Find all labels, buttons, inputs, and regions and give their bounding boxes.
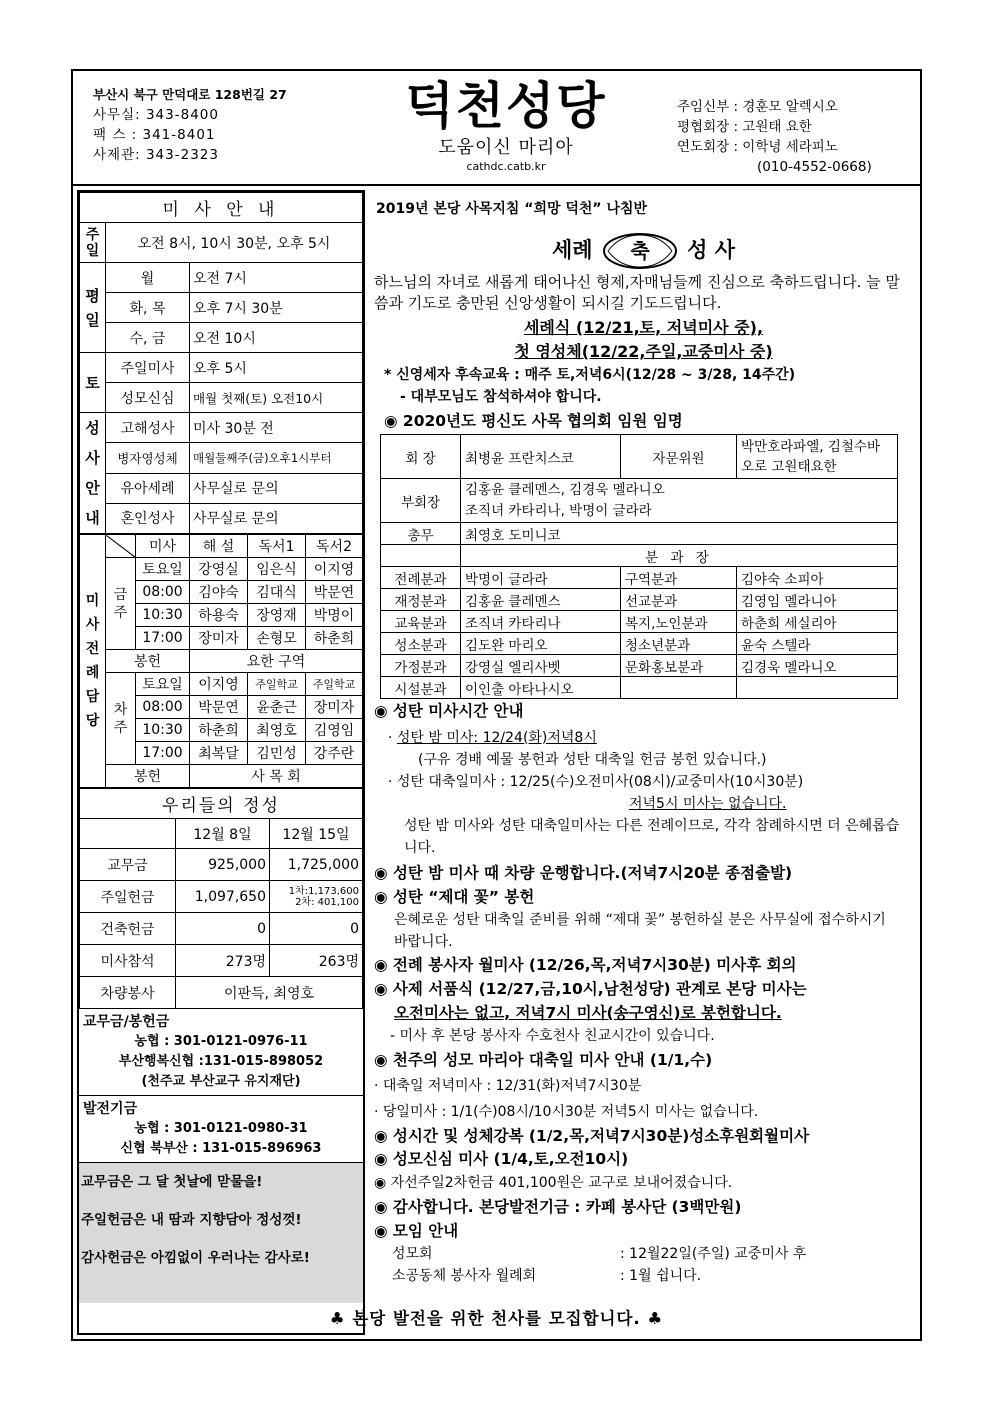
account-line: 부산행복신협 :131-015-898052 bbox=[118, 1054, 324, 1069]
account-line: 신협 북부산 : 131-015-896963 bbox=[120, 1141, 322, 1156]
duty-cell: 김영임 bbox=[306, 719, 363, 742]
division-head: 김경욱 멜라니오 bbox=[737, 655, 898, 677]
division-head: 하춘희 세실리아 bbox=[737, 611, 898, 633]
sunday-label: 주일 bbox=[80, 223, 106, 263]
division-name: 청소년분과 bbox=[621, 633, 737, 655]
offering-value: 0 bbox=[270, 913, 363, 945]
duty-cell: 08:00 bbox=[136, 581, 190, 604]
vp-line: 김홍윤 클레멘스, 김경욱 멜라니오 bbox=[465, 481, 665, 498]
xmas-text: 성탄 밤 미사와 성탄 대축일미사는 다른 전례이므로, 각각 참례하시면 더 은혜롭습니다. bbox=[404, 818, 900, 856]
account-line: 농협 : 301-0121-0976-11 bbox=[134, 1034, 308, 1049]
ordination-note: - 미사 후 본당 봉사자 수호천사 친교시간이 있습니다. bbox=[390, 1028, 715, 1044]
baptism-text: 하느님의 자녀로 새롭게 태어나신 형제,자매님들께 진심으로 축하드립니다. 늘 말씀과 기도로 충만된 신앙생활이 되시길 기도드립니다. bbox=[374, 273, 900, 312]
slogan-box bbox=[79, 1163, 363, 1303]
saturday-label: 토 bbox=[80, 353, 106, 413]
duty-cell: 박명이 bbox=[306, 604, 363, 627]
bulletin-frame bbox=[71, 69, 922, 1341]
baptism-date: 세례식 (12/21,토, 저녁미사 중), bbox=[523, 318, 764, 337]
baptism-title-b: 성 사 bbox=[687, 238, 736, 262]
parish-title-block bbox=[391, 75, 621, 175]
col-commentary: 해 설 bbox=[190, 535, 248, 558]
division-head: 조직녀 카타리나 bbox=[461, 611, 621, 633]
seal-char: 축 bbox=[630, 239, 650, 263]
xmas-eve: · 성탄 밤 미사: 12/24(화)저녁8시 bbox=[388, 730, 597, 746]
duty-cell: 김민성 bbox=[248, 742, 306, 765]
duty-cell: 김대식 bbox=[248, 581, 306, 604]
duty-cell: 주일학교 bbox=[248, 673, 306, 696]
account-development bbox=[79, 1096, 363, 1163]
duty-cell: 하용숙 bbox=[190, 604, 248, 627]
sacrament-name: 혼인성사 bbox=[106, 503, 190, 533]
mary-devotion: ◉ 성모신심 미사 (1/4,토,오전10시) bbox=[374, 1150, 629, 1168]
weekday-day: 화, 목 bbox=[106, 293, 190, 323]
account-line: (천주교 부산교구 유지재단) bbox=[141, 1074, 301, 1089]
vice-presidents bbox=[461, 479, 898, 523]
ordination-line2: 오전미사는 없고, 저녁7시 미사(송구영신)로 봉헌합니다. bbox=[394, 1004, 782, 1022]
role-label: 총무 bbox=[381, 523, 461, 545]
account-offering bbox=[79, 1009, 363, 1096]
rectory-phone: 사제관: 343-2323 bbox=[93, 147, 219, 163]
division-head: 윤숙 스텔라 bbox=[737, 633, 898, 655]
bus-notice: ◉ 성탄 밤 미사 때 차량 운행합니다.(저녁7시20분 종점출발) bbox=[374, 864, 793, 882]
motto-text: 2019년 본당 사목지침 “희망 덕천” 나침반 bbox=[376, 201, 648, 217]
duty-cell: 장미자 bbox=[306, 696, 363, 719]
division-name: 문화홍보분과 bbox=[621, 655, 737, 677]
meeting-info: : 1월 쉽니다. bbox=[620, 1268, 702, 1284]
duty-cell: 박문연 bbox=[306, 581, 363, 604]
week2-label: 차주 bbox=[106, 673, 136, 765]
mass-title: 미 사 안 내 bbox=[80, 193, 363, 223]
offer-label: 봉헌 bbox=[106, 650, 190, 673]
duty-cell: 17:00 bbox=[136, 627, 190, 650]
parish-name: 덕천성당 bbox=[405, 77, 607, 135]
first-collection: 1차:1,173,600 bbox=[288, 885, 359, 897]
duty-cell: 최복달 bbox=[190, 742, 248, 765]
weekday-time: 오후 7시 30분 bbox=[190, 293, 363, 323]
division-name: 가정분과 bbox=[381, 655, 461, 677]
mary-day: · 당일미사 : 1/1(수)08시/10시30분 저녁5시 미사는 없습니다. bbox=[374, 1104, 759, 1120]
division-head: 김도완 마리오 bbox=[461, 633, 621, 655]
col-mass: 미사 bbox=[136, 535, 190, 558]
account-line: 농협 : 301-0121-0980-31 bbox=[134, 1121, 308, 1136]
offering-value: 이판득, 최영호 bbox=[176, 977, 363, 1009]
division-head: 강영실 엘리사벳 bbox=[461, 655, 621, 677]
charity-notice: ◉ 자선주일2차헌금 401,100원은 교구로 보내어졌습니다. bbox=[374, 1175, 733, 1191]
address: 부산시 북구 만덕대로 128번길 27 bbox=[93, 87, 287, 102]
weekday-label: 평일 bbox=[80, 263, 106, 353]
division-name: 교육분과 bbox=[381, 611, 461, 633]
division-head: 김영임 멜라니아 bbox=[737, 589, 898, 611]
duty-cell: 장미자 bbox=[190, 627, 248, 650]
duty-cell: 이지영 bbox=[190, 673, 248, 696]
duty-cell: 임은식 bbox=[248, 558, 306, 581]
weekday-time: 오전 10시 bbox=[190, 323, 363, 353]
council-table bbox=[380, 434, 898, 699]
offer-group: 요한 구역 bbox=[190, 650, 363, 673]
offering-value: 0 bbox=[176, 913, 270, 945]
communion-date: 첫 영성체(12/22,주일,교중미사 중) bbox=[514, 342, 773, 361]
division-name: 선교분과 bbox=[621, 589, 737, 611]
week1-label: 금주 bbox=[106, 558, 136, 650]
education-sub: - 대부모님도 참석하셔야 합니다. bbox=[400, 389, 602, 405]
xmas-eve-note: (구유 경배 예물 봉헌과 성탄 대축일 헌금 봉헌 있습니다.) bbox=[418, 752, 767, 768]
flower-text: 은혜로운 성탄 대축일 준비를 위해 “제대 꽃” 봉헌하실 분은 사무실에 접수하시기 바랍니다. bbox=[394, 912, 886, 950]
union-president: 연도회장 : 이학녕 세라피노 bbox=[677, 139, 838, 155]
division-name: 시설분과 bbox=[381, 677, 461, 699]
division-head: 이인출 아타나시오 bbox=[461, 677, 621, 699]
notice-column bbox=[370, 190, 917, 1300]
offering-value: 1,097,650 bbox=[176, 881, 270, 913]
meeting-row bbox=[374, 1265, 917, 1287]
weekday-day: 수, 금 bbox=[106, 323, 190, 353]
adoration-notice: ◉ 성시간 및 성체강복 (1/2,목,저녁7시30분)성소후원회월미사 bbox=[374, 1127, 810, 1145]
offering-name: 건축헌금 bbox=[80, 913, 176, 945]
offering-name: 차량봉사 bbox=[80, 977, 176, 1009]
offering-value: 1,725,000 bbox=[270, 849, 363, 881]
duty-cell: 하춘희 bbox=[306, 627, 363, 650]
col-reading2: 독서2 bbox=[306, 535, 363, 558]
duty-cell: 토요일 bbox=[136, 558, 190, 581]
role-label: 자문위원 bbox=[621, 435, 737, 479]
role-label: 회 장 bbox=[381, 435, 461, 479]
meeting-row bbox=[374, 1243, 917, 1265]
duty-cell: 김야숙 bbox=[190, 581, 248, 604]
meeting-info: : 12월22일(주일) 교중미사 후 bbox=[620, 1246, 807, 1262]
left-column bbox=[77, 190, 365, 1335]
header bbox=[73, 71, 920, 186]
union-phone: (010-4552-0668) bbox=[757, 159, 872, 175]
pastor: 주임신부 : 경훈모 알렉시오 bbox=[677, 99, 838, 115]
duty-cell: 토요일 bbox=[136, 673, 190, 696]
ordination-line1: ◉ 사제 서품식 (12/27,금,10시,남천성당) 관계로 본당 미사는 bbox=[374, 980, 807, 998]
sacrament-info: 매월둘째주(금)오후1시부터 bbox=[190, 443, 363, 473]
offer-label: 봉헌 bbox=[106, 765, 190, 788]
duty-cell: 손형모 bbox=[248, 627, 306, 650]
staff-block bbox=[677, 97, 872, 177]
duty-cell: 최영호 bbox=[248, 719, 306, 742]
vp-line: 조직녀 카타리나, 박명이 글라라 bbox=[465, 502, 652, 519]
blank-cell bbox=[80, 819, 176, 849]
saturday-mass-name: 주일미사 bbox=[106, 353, 190, 383]
weekday-time: 오전 7시 bbox=[190, 263, 363, 293]
fax: 팩 스 : 341-8401 bbox=[93, 127, 216, 143]
contact-block bbox=[93, 85, 287, 165]
sacrament-info: 사무실로 문의 bbox=[190, 503, 363, 533]
saturday-mass-time: 매월 첫째(토) 오전10시 bbox=[190, 383, 363, 413]
parish-patron: 도움이신 마리아 bbox=[438, 137, 574, 158]
parish-url[interactable]: cathdc.catb.kr bbox=[466, 160, 546, 173]
duty-cell: 강영실 bbox=[190, 558, 248, 581]
saturday-mass-name: 성모신심 bbox=[106, 383, 190, 413]
sacrament-info: 미사 30분 전 bbox=[190, 413, 363, 443]
mass-schedule-table bbox=[79, 192, 363, 534]
slogan: 주일헌금은 내 땀과 지향담아 정성껏! bbox=[81, 1212, 302, 1228]
thanks-notice: ◉ 감사합니다. 본당발전기금 : 카페 봉사단 (3백만원) bbox=[374, 1198, 742, 1216]
xmas-day-text: 성탄 대축일미사 : 12/25(수)오전미사(08시)/교중미사(10시30분) bbox=[396, 774, 804, 790]
slogan: 감사헌금은 아낌없이 우러나는 감사로! bbox=[81, 1250, 310, 1266]
division-head: 김홍윤 클레멘스 bbox=[461, 589, 621, 611]
account-title: 발전기금 bbox=[83, 1101, 138, 1117]
saturday-mass-time: 오후 5시 bbox=[190, 353, 363, 383]
weekday-day: 월 bbox=[106, 263, 190, 293]
duty-cell: 10:30 bbox=[136, 719, 190, 742]
education-notice: * 신영세자 후속교육 : 매주 토,저녁6시(12/28 ~ 3/28, 14주간) bbox=[384, 367, 796, 383]
offering-value: 925,000 bbox=[176, 849, 270, 881]
xmas-day-note: 저녁5시 미사는 없습니다. bbox=[629, 796, 787, 812]
baptism-heading bbox=[370, 230, 917, 270]
offering-name: 교무금 bbox=[80, 849, 176, 881]
xmas-day: · 성탄 대축일미사 : 12/25(수)오전미사(08시)/교중미사(10시30분) bbox=[388, 774, 804, 790]
offering-date: 12월 8일 bbox=[176, 819, 270, 849]
division-name: 구역분과 bbox=[621, 567, 737, 589]
sacrament-name: 고해성사 bbox=[106, 413, 190, 443]
baptism-title: 세례 bbox=[551, 238, 593, 262]
duty-cell: 17:00 bbox=[136, 742, 190, 765]
offering-value-split bbox=[270, 881, 363, 913]
blank-cell bbox=[381, 545, 461, 567]
role-label: 부회장 bbox=[381, 479, 461, 523]
offering-title: 우리들의 정성 bbox=[80, 789, 363, 819]
offer-group: 사 목 회 bbox=[190, 765, 363, 788]
duty-cell: 강주란 bbox=[306, 742, 363, 765]
offering-value: 273명 bbox=[176, 945, 270, 977]
duty-cell: 윤춘근 bbox=[248, 696, 306, 719]
duty-cell: 08:00 bbox=[136, 696, 190, 719]
duty-cell: 주일학교 bbox=[306, 673, 363, 696]
duty-cell: 10:30 bbox=[136, 604, 190, 627]
offering-table bbox=[79, 788, 363, 1009]
meeting-name: 소공동체 봉사자 월례회 bbox=[392, 1268, 537, 1284]
role-name: 최병윤 프란치스코 bbox=[461, 435, 621, 479]
duty-cell: 하춘희 bbox=[190, 719, 248, 742]
council-president: 평협회장 : 고원태 요한 bbox=[677, 119, 812, 135]
role-name: 박만호라파엘, 김철수바오로 고원태요한 bbox=[737, 435, 898, 479]
notices-body bbox=[370, 699, 917, 1287]
xmas-title: ◉ 성탄 미사시간 안내 bbox=[374, 702, 524, 720]
division-head: 김야숙 소피아 bbox=[737, 567, 898, 589]
offering-name: 미사참석 bbox=[80, 945, 176, 977]
division-name: 성소분과 bbox=[381, 633, 461, 655]
role-name: 최영호 도미니코 bbox=[461, 523, 898, 545]
meeting-name: 성모회 bbox=[392, 1246, 433, 1262]
offering-value: 263명 bbox=[270, 945, 363, 977]
office-phone: 사무실: 343-8400 bbox=[93, 107, 219, 123]
duty-side-label: 미사전례담당 bbox=[80, 535, 106, 788]
col-reading1: 독서1 bbox=[248, 535, 306, 558]
division-name: 복지,노인분과 bbox=[621, 611, 737, 633]
duty-cell: 이지영 bbox=[306, 558, 363, 581]
second-collection: 2차: 401,100 bbox=[295, 896, 359, 908]
sacrament-name: 유아세례 bbox=[106, 473, 190, 503]
mary-eve: · 대축일 저녁미사 : 12/31(화)저녁7시30분 bbox=[374, 1078, 642, 1094]
liturgy-duty-table bbox=[79, 534, 363, 788]
division-header: 분 과 장 bbox=[461, 545, 898, 567]
xmas-eve-text: 성탄 밤 미사: 12/24(화)저녁8시 bbox=[396, 730, 597, 746]
duty-cell: 박문연 bbox=[190, 696, 248, 719]
division-head bbox=[737, 677, 898, 699]
flower-title: ◉ 성탄 “제대 꽃” 봉헌 bbox=[374, 888, 535, 906]
sacrament-label: 성사안내 bbox=[80, 413, 106, 534]
division-name: 재정분과 bbox=[381, 589, 461, 611]
offering-date: 12월 15일 bbox=[270, 819, 363, 849]
sunday-times: 오전 8시, 10시 30분, 오후 5시 bbox=[106, 223, 363, 263]
division-name bbox=[621, 677, 737, 699]
diagonal-cell bbox=[106, 535, 136, 558]
congratulation-emblem-icon bbox=[600, 231, 680, 271]
pastoral-motto bbox=[370, 190, 917, 220]
footer-banner: ♣ 본당 발전을 위한 천사를 모집합니다. ♣ bbox=[329, 1309, 664, 1328]
slogan: 교무금은 그 달 첫날에 맏물을! bbox=[81, 1174, 263, 1190]
account-title: 교무금/봉헌금 bbox=[83, 1014, 170, 1030]
offering-name: 주일헌금 bbox=[80, 881, 176, 913]
meetings-title: ◉ 모임 안내 bbox=[374, 1222, 459, 1240]
division-name: 전례분과 bbox=[381, 567, 461, 589]
division-head: 박명이 글라라 bbox=[461, 567, 621, 589]
council-title: ◉ 2020년도 평신도 사목 협의회 임원 임명 bbox=[384, 412, 683, 430]
sacrament-info: 사무실로 문의 bbox=[190, 473, 363, 503]
duty-cell: 장영재 bbox=[248, 604, 306, 627]
liturgy-meeting: ◉ 전례 봉사자 월미사 (12/26,목,저녁7시30분) 미사후 회의 bbox=[374, 956, 797, 974]
sacrament-name: 병자영성체 bbox=[106, 443, 190, 473]
mary-title: ◉ 천주의 성모 마리아 대축일 미사 안내 (1/1,수) bbox=[374, 1051, 713, 1069]
